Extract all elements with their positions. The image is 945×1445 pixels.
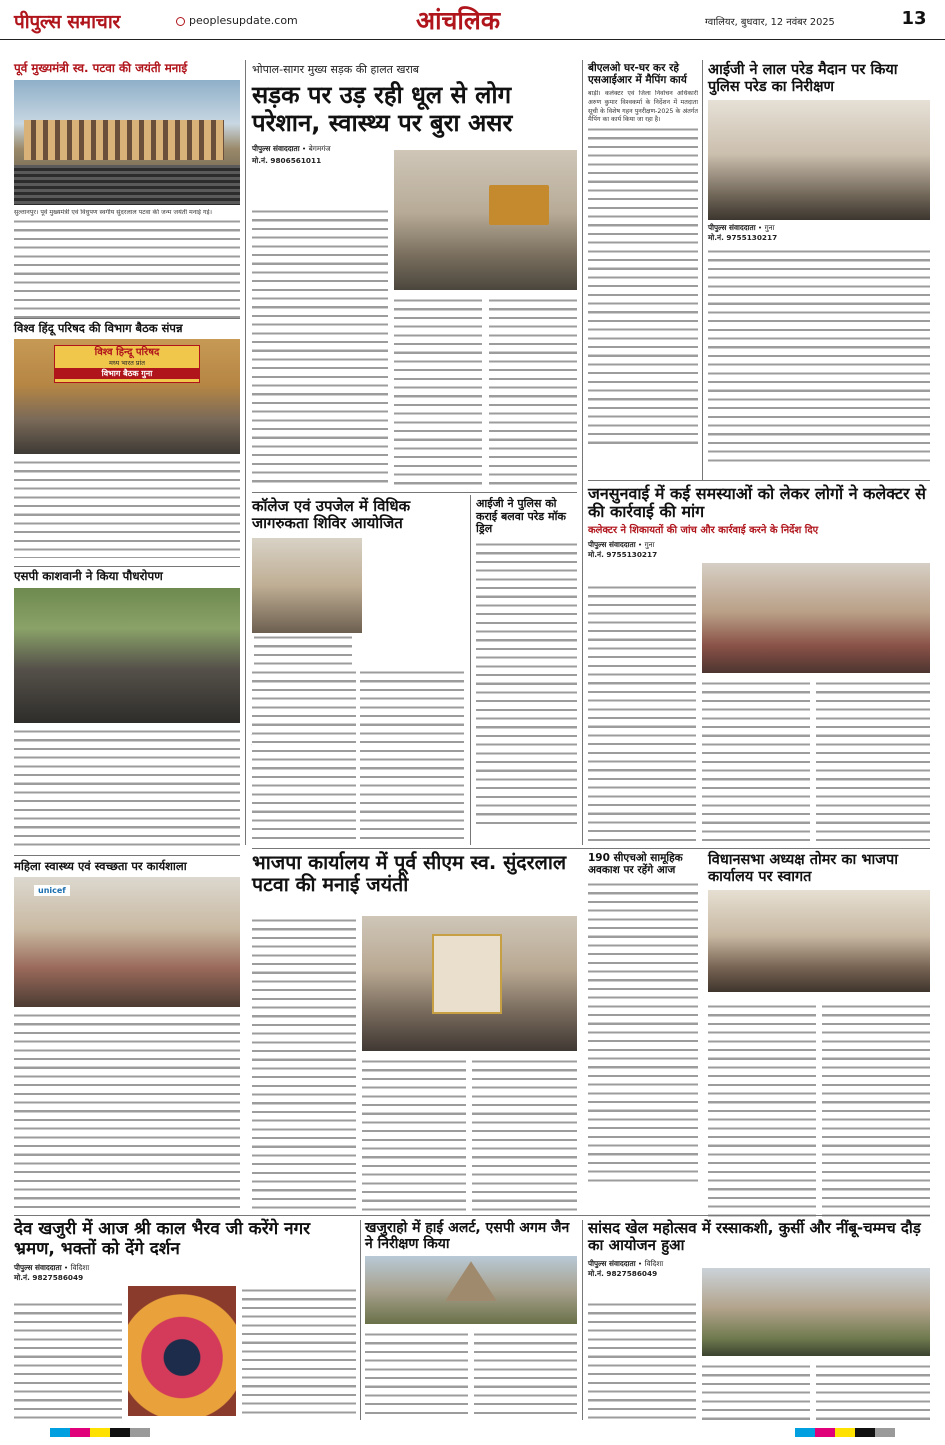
byline-mobile: मो.नं. 9806561011 bbox=[252, 155, 322, 165]
byline-place: गुना bbox=[644, 540, 655, 550]
article-vhp-meeting bbox=[14, 322, 240, 562]
byline-mobile: मो.नं. 9755130217 bbox=[252, 741, 322, 751]
article-sports-festival: सांसद खेल महोत्सव में रस्साकशी, कुर्सी और नींबू-चम्मच दौड़ का आयोजन हुआ पीपुल्स संवाददाता • विदिशा मो.नं. 9827586049 bbox=[588, 1220, 930, 1420]
kicker: भोपाल-सागर मुख्य सड़क की हालत खराब bbox=[252, 63, 420, 76]
headline: बीएलओ घर-घर कर रहे एसआईआर में मैपिंग कार्य bbox=[588, 62, 687, 87]
headline: सड़क पर उड़ रही धूल से लोग परेशान, स्वास्थ्य पर बुरा असर bbox=[252, 81, 513, 138]
byline-place: बेगमगंज bbox=[308, 731, 331, 741]
article-bjp-patwa bbox=[252, 852, 577, 1217]
article-ig-parade: आईजी ने लाल परेड मैदान पर किया पुलिस परेड का निरीक्षण पीपुल्स संवाददाता • गुना मो.नं. 9755130217 bbox=[708, 62, 930, 477]
page-number: 13 bbox=[901, 8, 927, 29]
byline-mobile: मो.नं. 9755130217 bbox=[588, 550, 658, 560]
headline: एसपी काशवानी ने किया पौधरोपण bbox=[14, 569, 163, 583]
subhead: कलेक्टर ने शिकायतों की जांच और कार्रवाई करने के निर्देश दिए bbox=[588, 524, 819, 536]
banner-line2: मध्य भारत प्रांत bbox=[109, 359, 145, 368]
article-women-health bbox=[14, 860, 240, 1205]
byline-place: गुना bbox=[764, 223, 775, 233]
article-police-drill bbox=[476, 498, 577, 843]
byline: पीपुल्स संवाददाता bbox=[588, 1258, 636, 1268]
article-kaal-bhairav: देव खजुरी में आज श्री काल भैरव जी करेंगे नगर भ्रमण, भक्तों को देंगे दर्शन पीपुल्स संवाददाता • विदिशा मो.नं. 9827586049 bbox=[14, 1220, 356, 1420]
photo-vhp bbox=[14, 339, 240, 454]
banner-line3: विभाग बैठक गुना bbox=[55, 368, 199, 379]
section-title: आंचलिक bbox=[416, 6, 501, 35]
article-jansunwai: जनसुनवाई में कई समस्याओं को लेकर लोगों ने कलेक्टर से की कार्रवाई की मांग कलेक्टर ने शिकायतों की जांच और कार्रवाई करने के निर्देश दिए पीपुल्स संवाददाता • गुना मो.नं. 9755130217 bbox=[588, 485, 930, 845]
byline: पीपुल्स संवाददाता bbox=[588, 540, 636, 550]
headline: जनसुनवाई में कई समस्याओं को लेकर लोगों ने कलेक्टर से की कार्रवाई की मांग bbox=[588, 484, 926, 522]
article-bla-mapping bbox=[588, 62, 698, 477]
byline-mobile: मो.नं. 9755130217 bbox=[708, 233, 778, 243]
byline: पीपुल्स संवाददाता bbox=[252, 731, 300, 741]
photo-plantation bbox=[14, 588, 240, 723]
body-text: बाड़ी। कलेक्टर एवं जिला निर्वाचन अधिकारी अरुण कुमार विश्वकर्मा के निर्देशन में मतदाता सूची के विशेष गहन पुनरीक्षण-2025 के अंतर्गत मैपिंग का कार्य किया जा रहा है। bbox=[588, 90, 698, 445]
photo-group bbox=[14, 80, 240, 205]
article-patwa-jayanti-a bbox=[14, 62, 240, 314]
byline: पीपुल्स संवाददाता bbox=[252, 143, 300, 153]
brand-logo: पीपुल्स समाचार bbox=[14, 11, 120, 33]
website-url[interactable]: peoplesupdate.com bbox=[189, 14, 298, 27]
byline-place: बेगमगंज bbox=[308, 143, 331, 153]
photo-sports bbox=[702, 1268, 930, 1356]
globe-icon bbox=[176, 17, 185, 26]
photo-khajuraho bbox=[365, 1256, 577, 1324]
article-khajuraho-alert bbox=[365, 1220, 577, 1420]
photo-jansunwai bbox=[702, 563, 930, 673]
headline: आईजी ने पुलिस को कराई बलवा परेड मॉक ड्रिल bbox=[476, 497, 566, 536]
dateline: ग्वालियर, बुधवार, 12 नवंबर 2025 bbox=[705, 17, 835, 28]
headline: कॉलेज एवं उपजेल में विधिक जागरुकता शिविर आयोजित bbox=[252, 497, 411, 533]
photo-bjp-patwa bbox=[362, 916, 577, 1051]
article-tomar-welcome bbox=[708, 852, 930, 1217]
photo-bhairav bbox=[128, 1286, 236, 1416]
headline: आईजी ने लाल परेड मैदान पर किया पुलिस परेड का निरीक्षण bbox=[708, 62, 898, 95]
byline: पीपुल्स संवाददाता bbox=[708, 223, 756, 233]
registration-marks-right bbox=[795, 1428, 895, 1437]
photo-tomar bbox=[708, 890, 930, 992]
photo-camp bbox=[252, 538, 362, 633]
article-sp-plantation bbox=[14, 570, 240, 852]
masthead bbox=[0, 0, 945, 40]
unicef-sign: unicef bbox=[34, 885, 70, 896]
body-text: सुल्तानपुर। पूर्व मुख्यमंत्री एवं विधुपण स्वर्गीय सुंदरलाल पटवा की जन्म जयंती मनाई गई। bbox=[14, 209, 240, 319]
byline-mobile: मो.नं. 9827586049 bbox=[14, 1273, 84, 1283]
byline-place: विदिशा bbox=[644, 1258, 664, 1268]
banner-line1: विश्व हिन्दू परिषद bbox=[94, 347, 160, 359]
headline: विश्व हिंदू परिषद की विभाग बैठक संपन्न bbox=[14, 321, 183, 335]
article-dust-road: भोपाल-सागर मुख्य सड़क की हालत खराब सड़क पर उड़ रही धूल से लोग परेशान, स्वास्थ्य पर बुरा असर पीपुल्स संवाददाता • बेगमगंज मो.नं. 9806561011 bbox=[252, 62, 577, 487]
headline: भाजपा कार्यालय में पूर्व सीएम स्व. सुंदरलाल पटवा की मनाई जयंती bbox=[252, 851, 567, 897]
headline: सांसद खेल महोत्सव में रस्साकशी, कुर्सी और नींबू-चम्मच दौड़ का आयोजन हुआ bbox=[588, 1219, 921, 1255]
headline: 190 सीएचओ सामूहिक अवकाश पर रहेंगे आज bbox=[588, 852, 683, 877]
headline: पूर्व मुख्यमंत्री स्व. पटवा की जयंती मनाई bbox=[14, 61, 188, 75]
headline: महिला स्वास्थ्य एवं स्वच्छता पर कार्यशाला bbox=[14, 859, 187, 873]
photo-dust-road bbox=[394, 150, 577, 290]
headline: देव खजुरी में आज श्री काल भैरव जी करेंगे नगर भ्रमण, भक्तों को देंगे दर्शन bbox=[14, 1219, 311, 1259]
photo-parade bbox=[708, 100, 930, 220]
photo-workshop bbox=[14, 877, 240, 1007]
byline-mobile: मो.नं. 9827586049 bbox=[588, 1268, 658, 1278]
byline-place: विदिशा bbox=[70, 1263, 90, 1273]
headline: विधानसभा अध्यक्ष तोमर का भाजपा कार्यालय पर स्वागत bbox=[708, 852, 899, 885]
registration-marks-left bbox=[50, 1428, 150, 1437]
article-awareness-camp: कॉलेज एवं उपजेल में विधिक जागरुकता शिविर आयोजित पीपुल्स संवाददाता • बेगमगंज मो.नं. 9755130217 bbox=[252, 498, 464, 843]
byline: पीपुल्स संवाददाता bbox=[14, 1263, 62, 1273]
article-leave-190 bbox=[588, 852, 698, 1217]
headline: खजुराहो में हाई अलर्ट, एसपी अगम जैन ने निरीक्षण किया bbox=[365, 1220, 570, 1253]
